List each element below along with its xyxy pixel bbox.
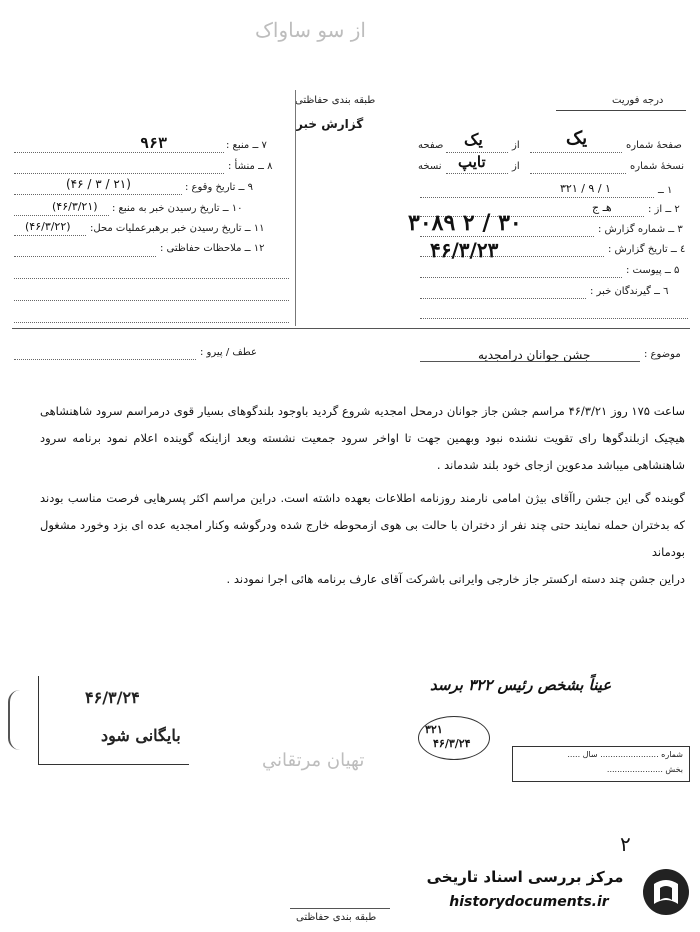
item-5-label: ۵ ــ پیوست : (626, 265, 680, 276)
page-number-value: یک (566, 128, 588, 149)
header-separator (12, 328, 690, 329)
body-paragraph-1: ساعت ۱۷۵ روز ۴۶/۳/۲۱ مراسم جشن جاز جوانان درمحل امجدیه شروع گردید باوجود بلندگوهای بسیار قوی درمراسم سرود شاهنشاهی هیچیک ازبلندگوها رای تقویت نشنده نبود وبهمین جهت تا اواخر سرود جمعیت نشسته وبعد ازاینکه گوینده اعلام نمود برنامه سرود شاهنشاهی میباشد مدعوین ازجای خود بلند شدماند . (40, 404, 685, 472)
source-line-12b (14, 278, 289, 279)
watermark-org-name: مرکز بررسی اسناد تاریخی (426, 868, 624, 886)
left-note-line2: بایگانی شود (101, 726, 181, 745)
item-6-line-2 (420, 318, 688, 319)
source-line-12d (14, 322, 289, 323)
urgency-label: درجه فوریت (612, 95, 664, 106)
reference-line (14, 359, 196, 360)
source-value-11: (۴۶/۳/۲۲) (25, 220, 71, 233)
item-3-label: ۳ ــ شماره گزارش : (598, 224, 683, 235)
left-note-box (38, 676, 189, 765)
item-1-line (420, 197, 654, 198)
page-number-line (530, 152, 622, 153)
classification-top: طبقه بندی حفاظتی (295, 95, 376, 106)
copy-unit: نسخه (418, 161, 442, 172)
source-line-7 (14, 152, 224, 153)
item-4-value: ۴۶/۳/۲۳ (430, 238, 499, 262)
archive-line1: شماره ....................... سال ..... (567, 750, 683, 759)
item-2-value: هـ ج (592, 201, 612, 214)
handwritten-bottom-note: تهيان مرتقاني (262, 750, 365, 771)
left-note-line1: ۴۶/۳/۲۴ (85, 688, 140, 707)
page-number-label: صفحهٔ شماره (626, 140, 682, 151)
source-line-9 (14, 194, 182, 195)
watermark-logo-icon (640, 866, 692, 918)
item-3-line (420, 236, 594, 237)
item-3-value: ۳۰۸۹ ۲ / ۳۰ (408, 210, 522, 236)
subject-value: جشن جوانان درامجدیه (478, 348, 591, 362)
copy-number-label: نسخهٔ شماره (630, 161, 684, 172)
source-label-11: ۱۱ ــ تاریخ رسیدن خبر برهبرعملیات محل: (90, 223, 265, 234)
column-divider (295, 90, 296, 326)
item-1-label: ۱ ــ (658, 185, 673, 196)
page-from-label: از (512, 140, 520, 151)
body-paragraph-3: دراین جشن چند دسته ارکستر جاز خارجی وایرانی باشرکت آقای عارف برنامه هائی اجرا نمودند . (226, 572, 685, 586)
copy-from-value: تایپ (458, 153, 486, 171)
source-value-10: (۴۶/۳/۲۱) (52, 200, 98, 213)
report-title: گزارش خبر (296, 117, 364, 131)
item-6-label: ٦ ــ گیرندگان خبر : (590, 286, 669, 297)
source-line-12c (14, 300, 289, 301)
subject-label: موضوع : (644, 349, 681, 360)
source-line-12a (14, 256, 156, 257)
source-line-8 (14, 173, 224, 174)
report-body (40, 398, 685, 593)
source-label-8: ۸ ــ منشأ : (228, 161, 273, 172)
source-label-7: ۷ ــ منبع : (226, 140, 267, 151)
item-6-line (420, 298, 586, 299)
source-label-10: ۱۰ ــ تاریخ رسیدن خبر به منبع : (112, 203, 243, 214)
source-label-12: ۱۲ ــ ملاحظات حفاظتی : (160, 243, 265, 254)
watermark (412, 862, 694, 926)
page-unit: صفحه (418, 140, 444, 151)
source-line-10 (14, 215, 109, 216)
item-2-label: ۲ ــ از : (648, 204, 680, 215)
item-1-value: ۳۲۱ / ۹ / ۱ (560, 182, 611, 195)
left-bracket-mark (8, 690, 30, 750)
item-5-line (420, 277, 622, 278)
signature-note: عیناً بشخص رئیس ۳۲۲ برسد (430, 676, 612, 694)
reference-label: عطف / پیرو : (200, 347, 257, 358)
page-from-value: یک (464, 130, 483, 149)
archive-line2: بخش ...................... (606, 765, 683, 774)
stamp-date: ۴۶/۳/۲۴ (433, 737, 471, 750)
handwritten-top-note: از سو ساواک (255, 18, 366, 42)
source-label-9: ۹ ــ تاریخ وقوع : (185, 182, 253, 193)
copy-from-line (446, 173, 508, 174)
source-line-11 (14, 235, 86, 236)
oval-stamp (418, 716, 490, 760)
stamp-number: ۳۲۱ (425, 723, 443, 736)
page-mark: ۲ (620, 832, 631, 856)
bottom-classification-line (290, 908, 390, 909)
urgency-underline (556, 110, 686, 111)
copy-number-line (530, 173, 626, 174)
classification-bottom: طبقه بندی حفاظتی (296, 912, 377, 923)
item-4-label: ٤ ــ تاریخ گزارش : (608, 244, 686, 255)
archive-box (512, 746, 690, 782)
body-paragraph-2: گوینده گی این جشن راآقای بیژن امامی نارمند روزنامه اطلاعات بعهده داشته است. دراین مراسم اکثر پسرهایی فرصت مناسب بودند که بدختران حمله نمایند حتی چند نفر از دختران با حالت بی هوی ازمحوطه خارج شده ودرگوشه وکنار امجدیه عده ای بزد وخورد مشغول بودماند (40, 491, 685, 559)
source-value-9: (۴۶ / ۳ / ۲۱) (66, 177, 131, 191)
watermark-url: historydocuments.ir (449, 894, 609, 910)
source-value-7: ۹۶۳ (140, 134, 168, 152)
copy-from-label: از (512, 161, 520, 172)
